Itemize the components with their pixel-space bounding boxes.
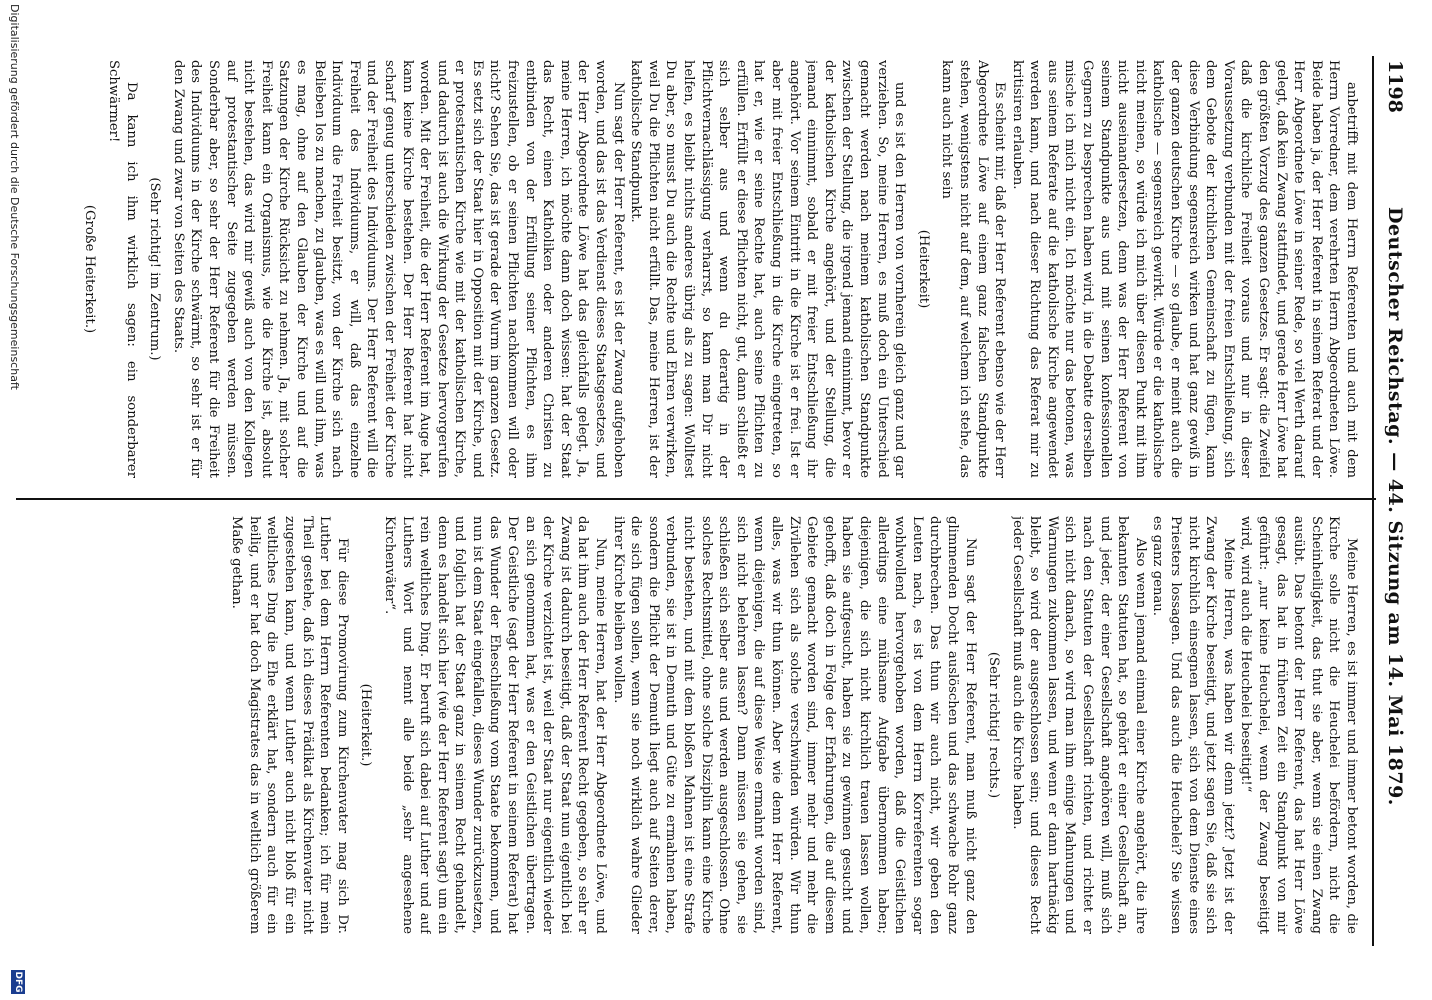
remark-line: (Sehr richtig! rechts.) — [986, 651, 1002, 799]
page-header — [1378, 60, 1412, 940]
remark-line: (Heiterkeit) — [915, 229, 931, 309]
column-divider — [16, 498, 1376, 500]
header-rule — [1372, 56, 1374, 946]
remark-line: (Heiterkeit.) — [358, 683, 374, 767]
remark-line: (Sehr richtig! im Zentrum.) — [147, 177, 163, 361]
dfg-logo: DFG — [13, 971, 23, 993]
paragraph: Da kann ich ihm wirklich sagen: ein sonderbarer Schwärmer! — [106, 60, 139, 478]
digitization-credit: Digitalisierung gefördert durch die Deutsche Forschungsgemeinschaft — [8, 4, 21, 390]
paragraph: Nun sagt der Herr Referent, man muß nicht ganz den glimmenden Docht auslöschen und das schwache Rohr ganz durchbrechen. Das thun wir auch nicht, wir geben den Leuten nach, es ist von dem Herrn Korreferenten sogar wohlwollend hervorgehoben worden, daß die Geistlichen allerdings eine mühsame Aufgabe übernommen haben; diejenigen, die sich nicht kirchlich trauen lassen wollen, haben sie aufgesucht, haben sie zu gewinnen gesucht und gehofft, daß doch in Folge der Erfahrungen, die auf diesem Gebiete gemacht worden sind, immer mehr und mehr die Zivilehen sich als solche verschwinden würden. Wir thun alles, was wir thun können. Aber wie denn Herr Referent, wenn diejenigen, die auf diese Weise ermahnt worden sind, sich nicht belehren lassen? Dann müssen sie gehen, sie schließen sich selber aus und werden ausgeschlossen. Ohne solches Rechtsmittel, ohne solche Disziplin kann eine Kirche nicht bestehen, und mit dem bloßen Mahnen ist eine Strafe verbunden, sie ist in Demuth und Güte zu ermahnen haben, sondern die Pflicht der Demuth liegt auch auf Seiten derer, die sich fügen sollen, wenn sie noch wirklich wahre Glieder ihrer Kirche bleiben wollen. — [610, 516, 978, 934]
paragraph: und es ist den Herren von vornherein gleich ganz und gar verziehen. So, meine Herren, es muß doch ein Unterschied gemacht werden nach meinem katholischen Standpunkte zwischen der Stellung, die irgend jemand einnimmt, bevor er der katholischen Kirche angehört, und der Stellung, die jemand einnimmt, sobald er mit freier Entschließung ihr angehört. Vor seinem Eintritt in die Kirche ist er frei. Ist er aber mit freier Entschließung in die Kirche eingetreten, so hat er, wie er seine Rechte hat, auch seine Pflichten zu erfüllen. Erfüllt er diese Pflichten nicht, gut, dann schließt er sich selber aus und wenn du derartig in der Pflichtvernachlässigung verharrst, so kann man Dir nicht helfen, es bleibt nichts anderes übrig als zu sagen: Wolltest Du aber, so musst Du auch die Rechte und Ehren verwirken, weil Du die Pflichten nicht erfüllt. Das, meine Herren, ist der katholische Standpunkt. — [628, 60, 908, 478]
page-title: Deutscher Reichstag. — 44. Sitzung am 14. Mai 1879. — [1384, 206, 1406, 806]
paragraph: Also wenn jemand einmal einer Kirche angehört, die ihre bekannten Statuten hat, so gehört er einer Gesellschaft an, und jeder, der einer Gesellschaft angehören will, muß sich nach den Statuten der Gesellschaft richten, und richtet er sich nicht danach, so wird man ihm einige Mahnungen und Warnungen zukommen lassen, und wenn er dann hartnäckig bleibt, so wird der ausgeschlossen sein; und dieses Recht jeder Gesellschaft muß auch die Kirche haben. — [1009, 516, 1148, 934]
paragraph: Nun sagt der Herr Referent, es ist der Zwang aufgehoben worden, und das ist das Verdienst dieses Staatsgesetzes, und der Herr Abgeordnete Löwe hat das gleichfalls gelegt. Ja, meine Herren, ich möchte dann doch wissen: hat der Staat das Recht, einen Katholiken oder anderen Christen zu entbinden von der Erfüllung seiner Pflichten, es ihm freizustellen, ob er seinen Pflichten nachkommen will oder nicht? Sehen Sie, das ist gerade der Wurm im ganzen Gesetz. Es setzt sich der Staat hier in Opposition mit der Kirche, und er protestantischen Kirche wie mit der katholischen Kirche, und dadurch ist auch die Wirkung der Gesetze hervorgerufen worden. Mit der Freiheit, die der Herr Referent im Auge hat, kann keine Kirche bestehen. Der Herr Referent hat nicht scharf genug unterschieden zwischen der Freiheit der Kirche und der Freiheit des Individuums. Der Herr Referent will die Freiheit des Individuums, er will, daß das einzelne Individuum die Freiheit besitzt, von der Kirche sich nach Belieben los zu machen, zu glauben, was es will und ihm, was es mag, ohne auf den Glauben der Kirche und auf die Satzungen der Kirche Rücksicht zu nehmen. Ja, mit solcher Freiheit kann ein Organismus, wie die Kirche ist, absolut nicht bestehen, das wird mir gewiß auch von den Kollegen auf protestantischer Seite zugegeben werden müssen. Sonderbar aber, so sehr der Herr Referent für die Freiheit des Individuums in der Kirche schwärmt, so sehr ist er für den Zwang und zwar von Seiten des Staats. — [170, 60, 626, 478]
right-column — [70, 516, 1360, 934]
paragraph: anbetrifft mit dem Herrn Referenten und auch mit dem Herrn Vorredner, dem verehrten Herrn Abgeordneten Löwe. Beide haben ja, der Herr Referent in seinem Referat und der Herr Abgeordnete Löwe in seiner Rede, so viel Werth darauf gelegt, daß kein Zwang stattfindet, und gerade Herr Löwe hat den größten Vorzug des ganzen Gesetzes. Er sagt: die Zweifel daß die kirchliche Freiheit voraus und nur in dieser Voraussetzung verbunden mit der freien Entschließung, sich dem Gebote der kirchlichen Gemeinschaft zu fügen, kann diese Verbindung segensreich wirken und hat ganz gewiß in der ganzen deutschen Kirche — so glaube, er meint auch die katholische — segensreich gewirkt. Würde er die katholische nicht meinen, so würde ich mich über diesen Punkt mit ihm nicht auseinandersetzen, denn was der Herr Referent von seinem Standpunkte aus und mit seinen konfessionellen Gegnern zu besprechen haben wird, in die Debatte derselben mische ich mich nicht ein. Ich möchte nur das betonen, was aus seinem Referate auf die katholische Kirche angewendet werden kann, und nach dieser Richtung das Referat mir zu kritisiren erlauben. — [1009, 60, 1359, 478]
remark-line: (Große Heiterkeit.) — [82, 204, 98, 334]
paragraph: Meine Herren, was haben wir denn jetzt? Jetzt ist der Zwang der Kirche beseitigt, und jetzt sagen Sie, daß sie sich nicht kirchlich einsegnen lassen, sich von dem Dienste eines Priesters lossagen. Und das auch die Heuchelei? Sie wissen es ganz genau. — [1150, 516, 1236, 934]
page-number: 1198 — [1384, 60, 1406, 113]
paragraph: Nun, meine Herren, hat der Herr Abgeordnete Löwe, und da hat ihm auch der Herr Referent Recht gegeben, so sehr er Zwang ist dadurch beseitigt, daß der Staat nun eigentlich bei der Kirche verzichtet ist, weil der Staat nur eigentlich wieder an sich genommen hat, was er den Geistlichen übertragen. Der Geistliche (sagt der Herr Referent in seinem Referat) hat das Wunder der Eheschließung vom Staate bekommen, und nun ist dem Staat eingefallen, dieses Wunder zurückzusetzen, und folglich hat der Staat ganz in seinem Recht gehandelt, denn es handelt sich hier (wie der Herr Referent sagt) um ein rein weltliches Ding. Er beruft sich dabei auf Luther und auf Luthers Wort und nennt alle beide „sehr angesehene Kirchenväter“. — [381, 516, 609, 934]
paragraph: Für diese Promovirung zum Kirchenvater mag sich Dr. Luther bei dem Herrn Referenten bedanken; ich für mein Theil gestehe, daß ich dieses Prädikat als Kirchenvater nicht zugestehen kann, und wenn Luther auch nicht bloß für ein weltliches Ding die Ehe erklärt hat, sondern auch für ein heilig, und er hat doch Magistrates das in weltlich größerem Maße gethan. — [229, 516, 350, 934]
left-column — [70, 60, 1360, 478]
paragraph: Meine Herren, es ist immer und immer betont worden, die Kirche solle nicht die Heuchelei befördern, nicht die Scheinheiligkeit, das thut sie aber, wenn sie einen Zwang ausübt. Das betont der Herr Referent, das hat Herr Löwe gesagt, das hat in früheren Zeit ein Standpunkt von mir geführt: „nur keine Heuchelei, wenn der Zwang beseitigt wird, wird auch die Heuchelei beseitigt!“ — [1238, 516, 1359, 934]
paragraph: Es scheint mir, daß der Herr Referent ebenso wie der Herr Abgeordnete Löwe auf einem ganz falschen Standpunkte stehen, wenigstens nicht auf dem, auf welchem ich stehe, das kann auch nicht sein — [939, 60, 1008, 478]
